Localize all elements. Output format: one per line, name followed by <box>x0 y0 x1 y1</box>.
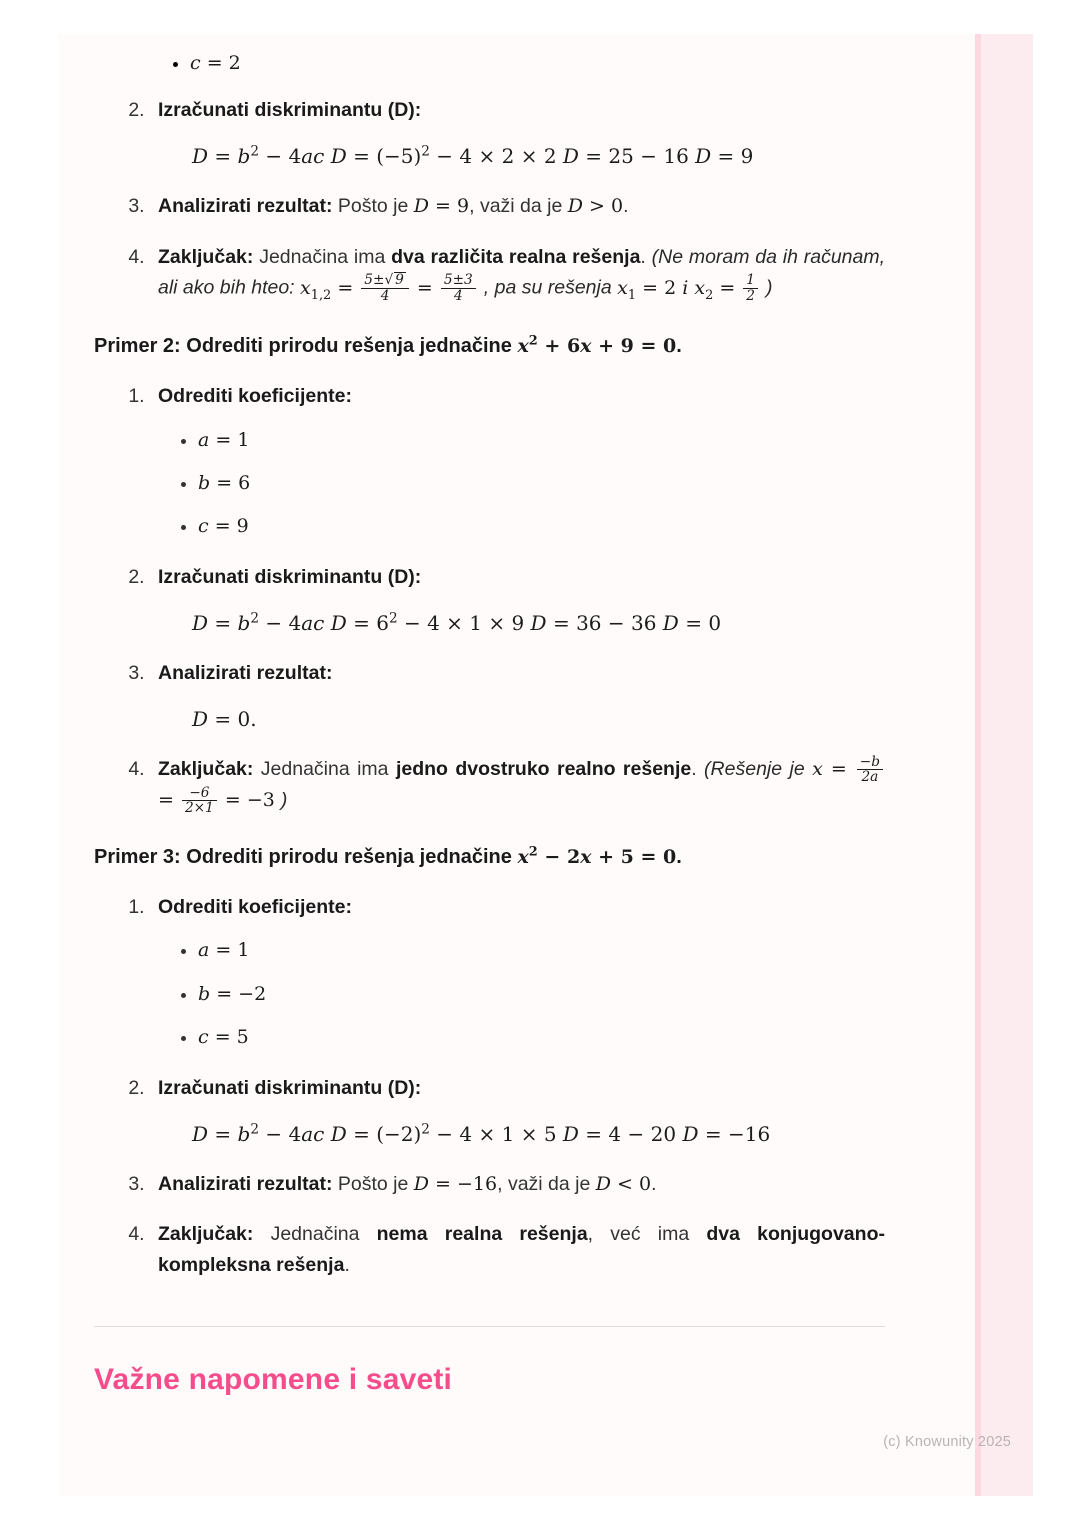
step-label: Izračunati diskriminantu (D): <box>158 565 422 588</box>
coefficient-list <box>158 936 885 1052</box>
step-label: Zaključak: <box>158 245 254 268</box>
list-item: 3. Analizirati rezultat: Pošto je D = 9, važi da je D > 0. <box>150 191 885 221</box>
step-label: Odrediti koeficijente: <box>158 385 352 408</box>
step-note: (Ne moram da ih računam, ali ako bih hteo: $x_{1,2}$ = $\frac{5\pm√ 9}{4}$ = $\frac{5\pm 3}{4}$ , pa su rešenja $x_1 = 2$ i $x_2$ = $\frac{1}{2}$ ) <box>158 245 886 304</box>
step-note: (Rešenje je x = $\frac{-b}{2a}$ = $\frac{-6}{2\times 1}$ = −3 ) <box>158 758 885 811</box>
list-item: • c = 9 <box>198 512 885 541</box>
list-item <box>150 892 885 1053</box>
step-emphasis: dva različita realna rešenja <box>391 245 641 268</box>
discriminant-result: D = 0. <box>192 707 257 732</box>
example-3-title-text: Primer 3: Odrediti prirodu rešenja jednačine <box>94 846 512 869</box>
step-text: Jednačina ima <box>259 245 386 268</box>
example-1-steps <box>94 95 885 305</box>
step-text-end: . <box>691 758 697 781</box>
list-item: • c = 5 <box>198 1023 885 1052</box>
example-3-steps <box>94 892 885 1280</box>
list-item <box>150 562 885 638</box>
section-divider <box>94 1326 885 1327</box>
step-label: Analizirati rezultat: <box>158 1172 333 1195</box>
list-item <box>150 95 885 171</box>
list-item: • a = 1 <box>198 936 885 965</box>
step-text: Pošto je <box>337 195 409 218</box>
step-text-mid: , važi da je <box>469 195 563 218</box>
section-heading: Važne napomene i saveti <box>94 1362 453 1396</box>
document-page <box>58 34 1033 1496</box>
watermark: (c) Knowunity 2025 <box>883 1434 1011 1450</box>
coefficient-list-continued <box>94 52 885 75</box>
step-label: Analizirati rezultat: <box>158 662 333 685</box>
list-item <box>150 1219 885 1279</box>
list-item <box>150 242 885 306</box>
example-3-title: Primer 3: Odrediti prirodu rešenja jednačine $x^2 - 2x + 5 = 0$. <box>94 844 682 869</box>
example-2-steps <box>94 381 885 816</box>
step-text-mid: , važi da je <box>497 1172 591 1195</box>
step-label: Izračunati diskriminantu (D): <box>158 1076 422 1099</box>
step-text-mid: , već ima <box>587 1223 690 1246</box>
example-3-title-suffix: . <box>676 846 682 869</box>
list-item <box>150 1073 885 1149</box>
list-item: • a = 1 <box>198 426 885 455</box>
step-label: Zaključak: <box>158 1223 254 1246</box>
list-item <box>150 754 885 816</box>
step-label: Odrediti koeficijente: <box>158 896 352 919</box>
list-item: • c = 2 <box>190 52 885 75</box>
coefficient-list <box>158 426 885 542</box>
list-item: • b = 6 <box>198 469 885 498</box>
discriminant-formula: $D = b^2 - 4ac$ $D = (-5)^2 - 4 \times 2 \times 2$ D = 25 − 16 D = 9 <box>192 143 754 169</box>
discriminant-formula: $D = b^2 - 4ac$ $D = 6^2 - 4 \times 1 \times 9$ D = 36 − 36 D = 0 <box>192 610 722 636</box>
list-item <box>150 658 885 734</box>
step-emphasis-2: dva konjugovano-kompleksna rešenja <box>158 1223 885 1276</box>
example-2-title: Primer 2: Odrediti prirodu rešenja jednačine $x^2 + 6x + 9 = 0$. <box>94 334 682 358</box>
step-label: Izračunati diskriminantu (D): <box>158 99 422 121</box>
list-item <box>150 381 885 542</box>
step-text: Jednačina ima <box>260 758 389 781</box>
example-2-title-suffix: . <box>676 335 682 358</box>
step-text: Pošto je <box>337 1172 409 1195</box>
step-emphasis: jedno dvostruko realno rešenje <box>395 758 692 781</box>
discriminant-formula: $D = b^2 - 4ac$ $D = (-2)^2 - 4 \times 1 \times 5$ D = 4 − 20 D = −16 <box>192 1121 771 1146</box>
step-text-end: . <box>640 245 646 268</box>
step-label: Zaključak: <box>158 758 254 781</box>
step-emphasis-1: nema realna rešenja <box>376 1223 588 1246</box>
list-item: • b = −2 <box>198 980 885 1009</box>
step-text-end: . <box>344 1253 350 1276</box>
example-2-title-text: Primer 2: Odrediti prirodu rešenja jednačine <box>94 335 512 358</box>
step-label: Analizirati rezultat: <box>158 195 333 218</box>
document-content <box>58 34 1033 1397</box>
step-text: Jednačina <box>270 1223 360 1246</box>
list-item: 3. Analizirati rezultat: Pošto je D = −16, važi da je D < 0. <box>150 1169 885 1199</box>
